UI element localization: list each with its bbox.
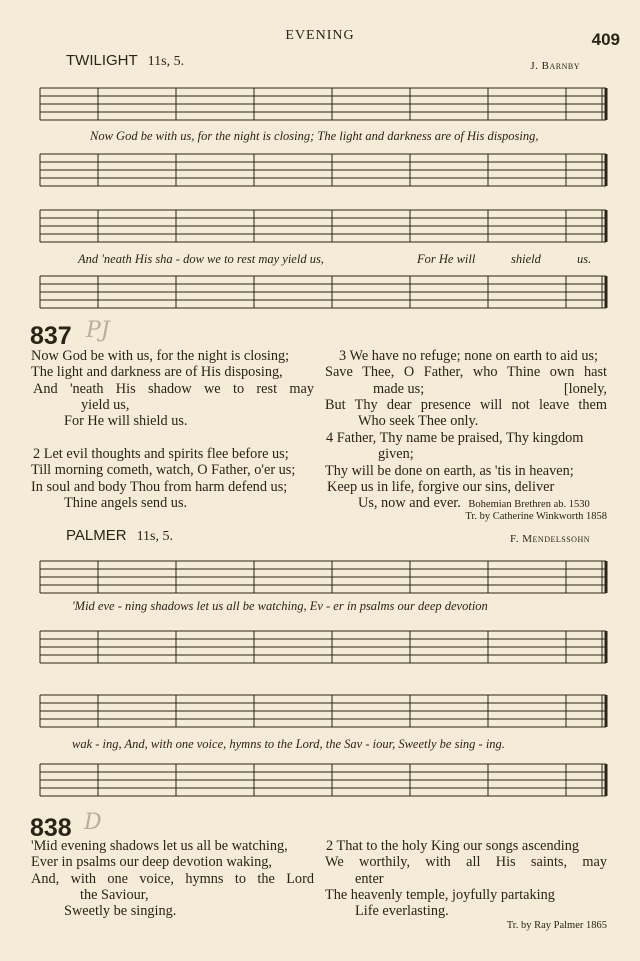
tune-meter: 11s, 5. (147, 54, 185, 69)
running-title: EVENING (285, 28, 355, 43)
translator-credit: Tr. by Catherine Winkworth 1858 (465, 511, 607, 522)
verse-line: We worthily, with all His saints, may (325, 854, 607, 871)
verse-line: Now God be with us, for the night is closing; (31, 348, 290, 364)
verse-line: enter (355, 870, 384, 887)
verse-line: yield us, (81, 396, 130, 413)
verse-line: the Saviour, (80, 886, 149, 903)
hymn-number: 837 (30, 322, 72, 350)
verse-line: In soul and body Thou from harm defend us; (31, 478, 288, 495)
tune-heading-palmer (66, 527, 173, 545)
verse-line: Save Thee, O Father, who Thine own hast (325, 364, 607, 381)
handwritten-annotation: D (84, 810, 102, 835)
verse-line: But Thy dear presence will not leave them (325, 396, 607, 413)
lyrics-line: wak - ing, And, with one voice, hymns to the Lord, the Sav - iour, Sweetly be sing - ing. (72, 737, 505, 751)
verse-line: The heavenly temple, joyfully partaking (325, 886, 555, 903)
verse-line: The light and darkness are of His disposing, (31, 364, 283, 381)
stanza-1 (31, 838, 314, 919)
verse-line: 2 That to the holy King our songs ascending (326, 838, 580, 854)
composer-credit: F. Mendelssohn (510, 533, 590, 545)
lyrics-fragment: us. (577, 252, 592, 266)
lyrics-line: 'Mid eve - ning shadows let us all be watching, Ev - er in psalms our deep devotion (72, 599, 488, 613)
verse-line: made us; (373, 380, 425, 397)
verse-line: Thine angels send us. (64, 494, 188, 511)
source-credit: Bohemian Brethren ab. 1530 (468, 499, 590, 511)
verse-line: 'Mid evening shadows let us all be watching, (31, 838, 288, 854)
stanza-2 (325, 838, 607, 919)
music-staff-treble (36, 84, 608, 128)
composer-credit: J. Barnby (530, 60, 580, 72)
verse-line: For He will shield us. (64, 413, 188, 430)
music-staff-bass (36, 272, 608, 316)
tune-name: PALMER (66, 527, 127, 544)
music-staff-bass (36, 760, 608, 804)
stanza-3 (325, 348, 607, 429)
lyrics-fragment: shield (511, 252, 541, 266)
verse-text: Us, now and ever. (358, 495, 461, 512)
stanza-1 (31, 348, 314, 429)
verse-line: 3 We have no refuge; none on earth to aid us; (339, 348, 599, 364)
verse-line: And, with one voice, hymns to the Lord (31, 870, 314, 887)
music-staff-bass (36, 150, 608, 194)
page-number: 409 (591, 30, 620, 49)
tune-heading-twilight (66, 52, 184, 70)
music-staff-treble (36, 206, 608, 250)
verse-line: [lonely, (563, 380, 607, 397)
verse-line: Life everlasting. (355, 903, 449, 920)
verse-line: Thy will be done on earth, as 'tis in heaven; (325, 462, 574, 479)
verse-line: Till morning cometh, watch, O Father, o'er us; (31, 462, 296, 479)
lyrics-line: Now God be with us, for the night is closing; The light and darkness are of His disposing, (90, 129, 539, 143)
verse-line: Sweetly be singing. (64, 903, 177, 920)
handwritten-annotation: PJ (86, 318, 110, 343)
verse-line: given; (378, 446, 414, 463)
verse-line: Ever in psalms our deep devotion waking, (31, 854, 273, 871)
music-staff-bass (36, 627, 608, 671)
tune-name: TWILIGHT (66, 52, 138, 69)
lyrics-line: And 'neath His sha - dow we to rest may yield us, (78, 252, 324, 266)
translator-credit: Tr. by Ray Palmer 1865 (506, 920, 607, 931)
music-staff-treble (36, 557, 608, 601)
lyrics-fragment: For He will (417, 252, 476, 266)
verse-line: 4 Father, Thy name be praised, Thy kingdom (326, 430, 584, 446)
stanza-4 (325, 430, 607, 513)
music-staff-treble (36, 691, 608, 735)
verse-line: Who seek Thee only. (358, 412, 479, 429)
tune-meter: 11s, 5. (136, 529, 174, 544)
verse-line: 2 Let evil thoughts and spirits flee before us; (33, 446, 289, 462)
verse-line: Keep us in life, forgive our sins, deliver (327, 478, 555, 495)
hymn-number: 838 (30, 814, 72, 842)
verse-line: And 'neath His shadow we to rest may (33, 380, 314, 397)
stanza-2 (31, 446, 314, 511)
